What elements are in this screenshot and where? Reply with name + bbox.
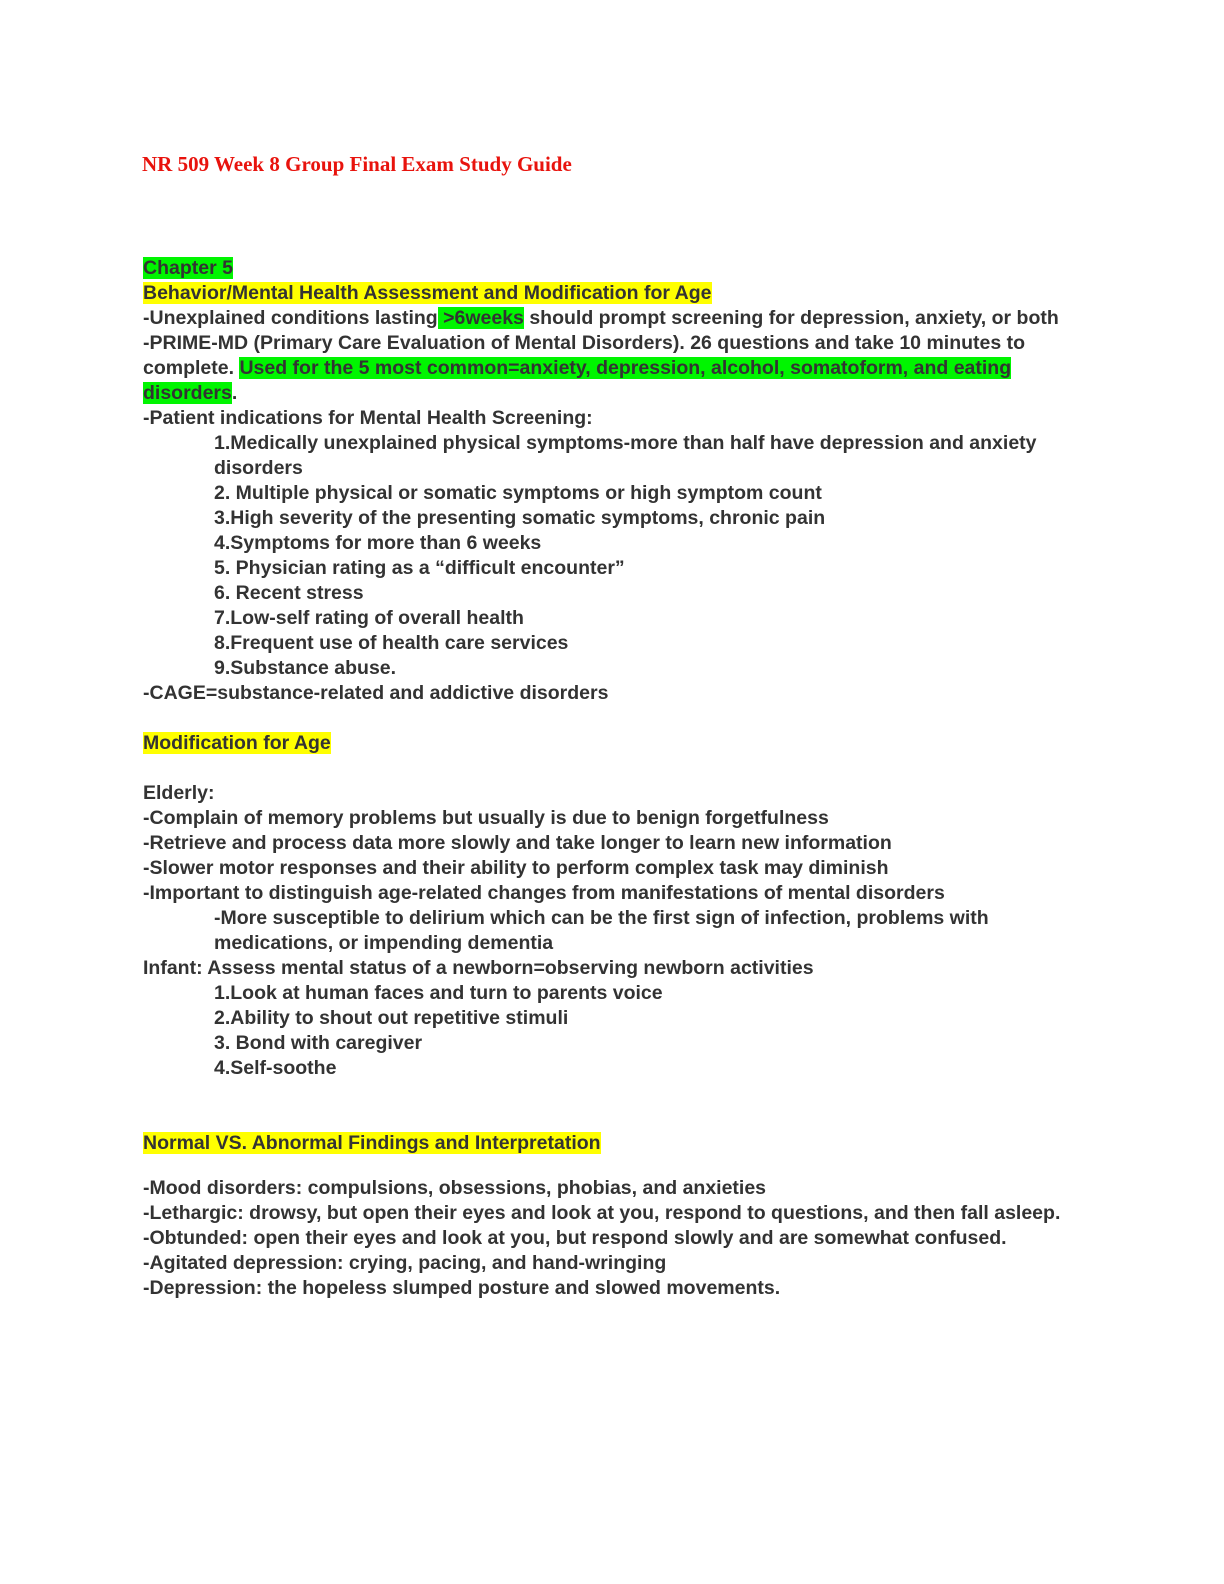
infant-label: Infant: Assess mental status of a newborn=observing newborn activities [143,957,814,979]
list-item: -Obtunded: open their eyes and look at you, but respond slowly and are somewhat confused. [143,1227,1007,1249]
list-item: 1.Medically unexplained physical symptoms-more than half have depression and anxiety disorders [214,432,1037,479]
highlight-common-disorders: Used for the 5 most common=anxiety, depression, alcohol, somatoform, and eating disorders [143,357,1012,404]
list-item: -Complain of memory problems but usually is due to benign forgetfulness [143,807,829,829]
unexplained-conditions-paragraph [143,306,1083,331]
highlight-6weeks: >6weeks [437,307,524,329]
list-item: -Mood disorders: compulsions, obsessions, phobias, and anxieties [143,1177,767,1199]
list-item: 6. Recent stress [214,582,364,604]
text-run: -Unexplained conditions lasting [143,307,438,329]
list-item: 1.Look at human faces and turn to parents voice [214,982,663,1004]
list-item: 3.High severity of the presenting somatic symptoms, chronic pain [214,507,826,529]
prime-md-paragraph [143,331,1083,406]
list-item: 9.Substance abuse. [214,657,397,679]
list-item: 4.Symptoms for more than 6 weeks [214,532,542,554]
list-item: -More susceptible to delirium which can be the first sign of infection, problems with medications, or impending dementia [214,907,989,954]
list-item: -Retrieve and process data more slowly and take longer to learn new information [143,832,892,854]
list-item: 8.Frequent use of health care services [214,632,569,654]
section-heading-behavior: Behavior/Mental Health Assessment and Modification for Age [143,282,712,304]
list-item: 2. Multiple physical or somatic symptoms or high symptom count [214,482,822,504]
text-run: . [231,382,238,404]
list-item: -Lethargic: drowsy, but open their eyes and look at you, respond to questions, and then fall asleep. [143,1202,1061,1224]
section-heading-modification: Modification for Age [143,732,331,754]
list-item: 2.Ability to shout out repetitive stimuli [214,1007,569,1029]
list-item: 5. Physician rating as a “difficult encounter” [214,557,625,579]
document-body [143,256,1083,1301]
list-item: -Slower motor responses and their ability to perform complex task may diminish [143,857,889,879]
document-title: NR 509 Week 8 Group Final Exam Study Guide [142,152,572,176]
list-item: -Depression: the hopeless slumped posture and slowed movements. [143,1277,781,1299]
list-item: -Agitated depression: crying, pacing, and hand-wringing [143,1252,667,1274]
elderly-label: Elderly: [143,782,215,804]
list-item: 7.Low-self rating of overall health [214,607,524,629]
section-heading-findings: Normal VS. Abnormal Findings and Interpretation [143,1132,601,1154]
list-item: 3. Bond with caregiver [214,1032,423,1054]
text-run: should prompt screening for depression, anxiety, or both [523,307,1059,329]
list-item: 4.Self-soothe [214,1057,337,1079]
list-item: -Important to distinguish age-related changes from manifestations of mental disorders [143,882,945,904]
text-run: -PRIME-MD (Primary Care Evaluation of Mental Disorders). 26 questions and take 10 minutes to complete. [143,332,1026,379]
cage-line: -CAGE=substance-related and addictive disorders [143,682,609,704]
indications-label: -Patient indications for Mental Health Screening: [143,407,593,429]
chapter-heading: Chapter 5 [143,257,233,279]
